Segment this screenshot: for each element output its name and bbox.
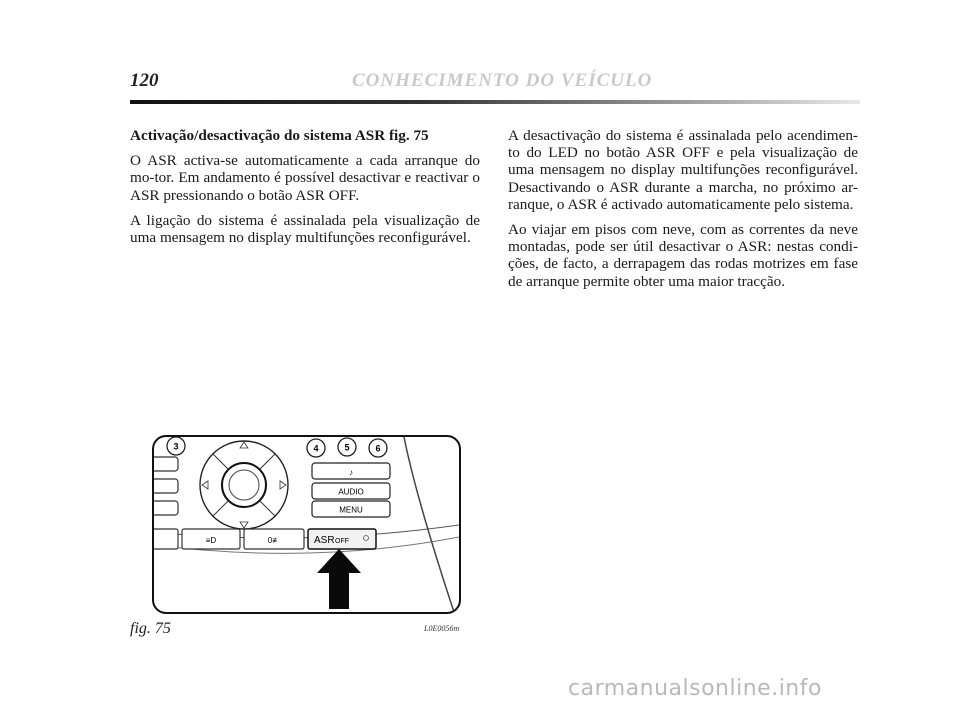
asr-off-button-label: ASR	[314, 535, 335, 546]
right-paragraph-2: Ao viajar em pisos com neve, com as correntes da neve montadas, pode ser útil desactivar o ASR: nestas condi-ções, de facto, a derrapagem das rodas motrizes em fase de arranque permite obter uma maior tracção.	[508, 221, 858, 290]
figure-75-illustration	[152, 435, 461, 614]
preset-key-4-label: 4	[313, 443, 319, 454]
left-column	[130, 127, 480, 254]
section-heading: Activação/desactivação do sistema ASR fig. 75	[130, 127, 429, 144]
dashboard-console-drawing	[154, 437, 459, 612]
watermark: carmanualsonline.info	[568, 676, 822, 701]
menu-button-label: MENU	[339, 505, 363, 515]
console-side-curve	[404, 437, 454, 612]
side-button-1	[154, 457, 178, 471]
lower-button-1	[154, 529, 178, 549]
fog-light-icon: ≡D	[205, 536, 217, 545]
asr-off-button-sublabel: OFF	[335, 538, 349, 545]
audio-button-label: AUDIO	[338, 487, 364, 497]
pointer-arrow-icon	[317, 549, 361, 609]
mute-icon: ♪	[349, 468, 353, 477]
header-rule	[130, 100, 860, 104]
running-title: CONHECIMENTO DO VEÍCULO	[352, 70, 653, 91]
left-paragraph-2: A ligação do sistema é assinalada pela visualização de uma mensagem no display multifunções reconfigurável.	[130, 211, 480, 247]
side-button-2	[154, 479, 178, 493]
preset-key-3-label: 3	[173, 441, 179, 452]
side-button-3	[154, 501, 178, 515]
page-number: 120	[130, 70, 159, 91]
figure-code: L0E0056m	[424, 624, 460, 633]
preset-key-6-label: 6	[375, 443, 381, 454]
right-column	[508, 127, 858, 298]
rear-fog-icon: 0≢	[267, 536, 281, 545]
left-paragraph-1: O ASR activa-se automaticamente a cada arranque do mo-tor. Em andamento é possível desactivar e reactivar o ASR pressionando o botão ASR OFF.	[130, 152, 480, 204]
figure-caption: fig. 75	[130, 620, 171, 637]
preset-key-5-label: 5	[344, 442, 350, 453]
right-paragraph-1: A desactivação do sistema é assinalada pelo acendimen-to do LED no botão ASR OFF e pela visualização de uma mensagem no display multifunções reconfigurável. Desactivando o ASR durante a marcha, no próximo ar-ranque, o ASR é activado automaticamente pelo sistema.	[508, 127, 858, 213]
